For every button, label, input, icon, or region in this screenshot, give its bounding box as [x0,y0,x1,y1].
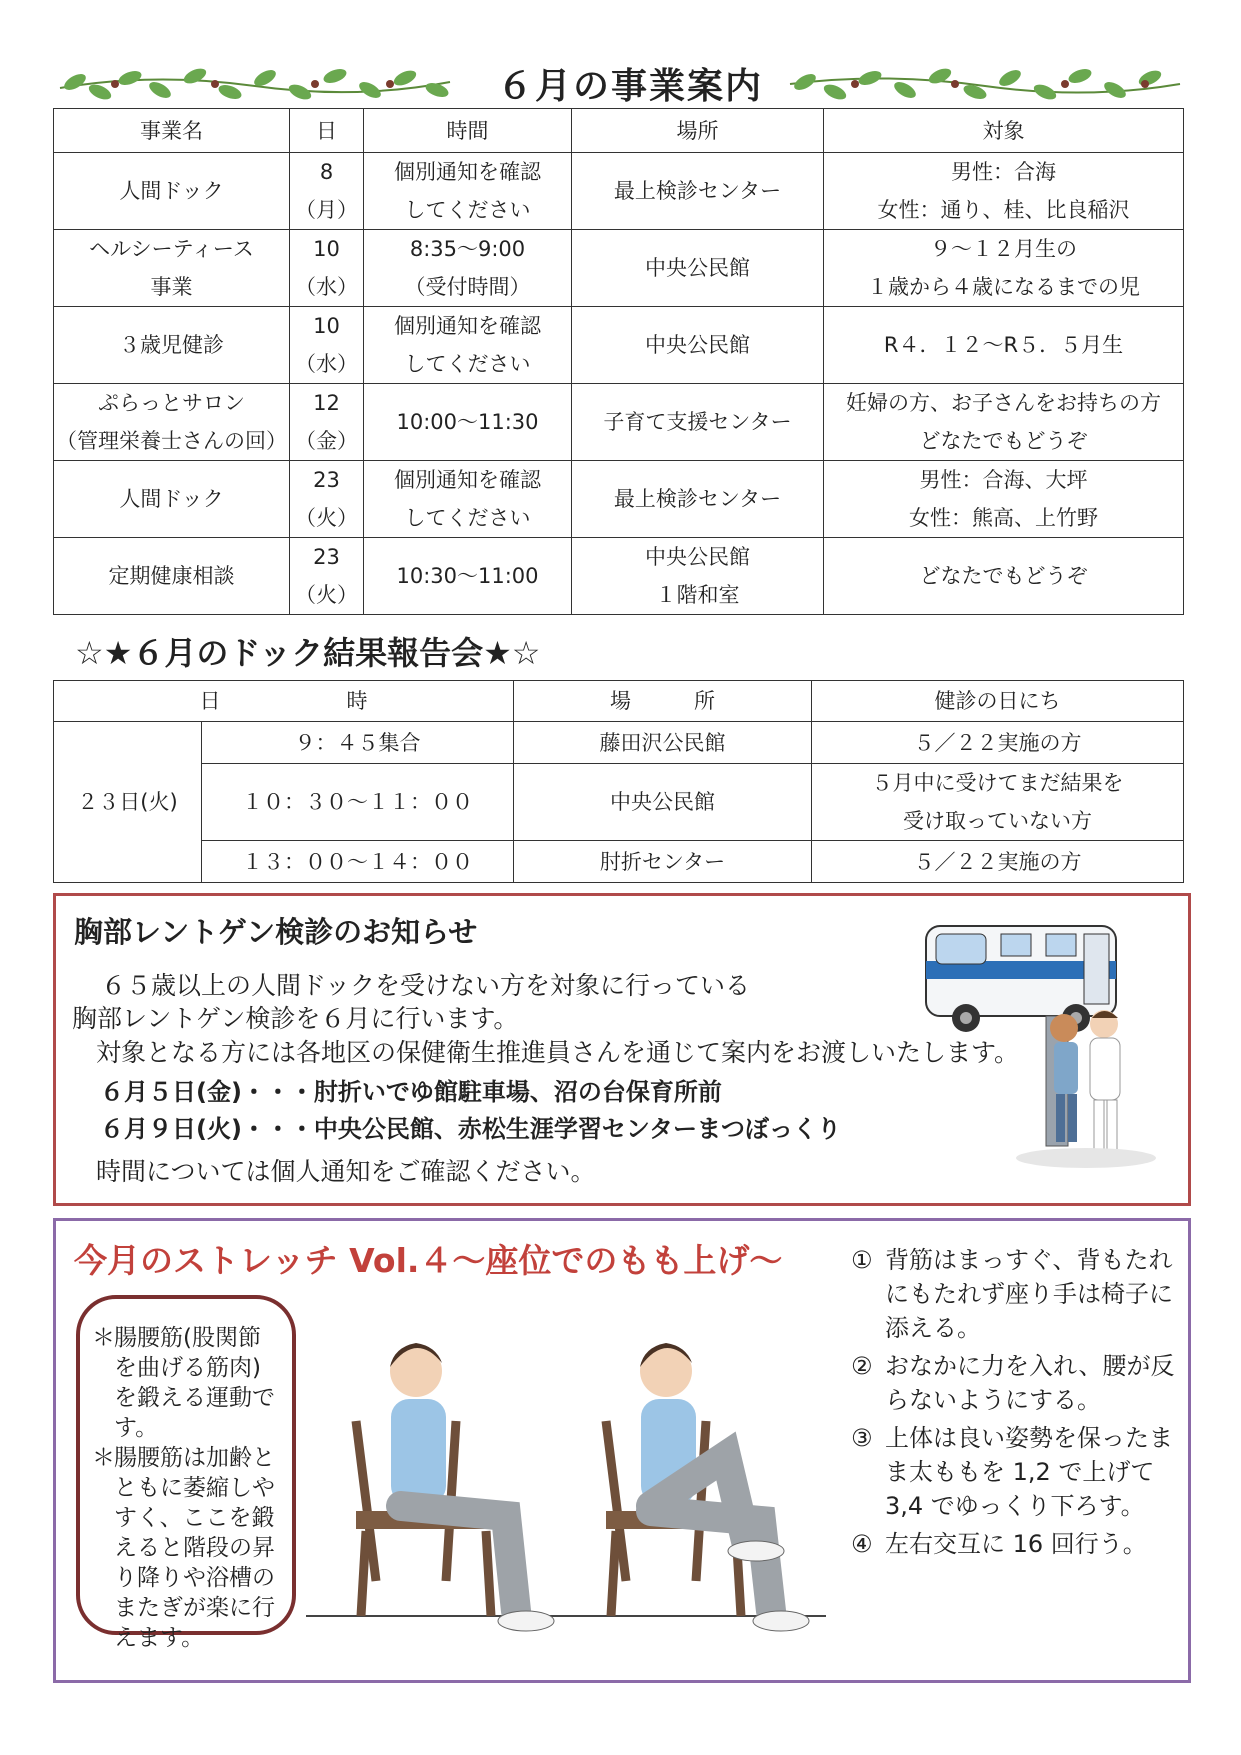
cell-date-line: （金） [295,429,358,453]
report-table [53,680,1184,883]
cell-target [824,153,1184,230]
step-item [851,1349,1175,1417]
cell-date-line: 10 [313,237,340,261]
report-time: ９：４５集合 [202,722,514,764]
step-text: おなかに力を入れ、腰が反らないようにする。 [885,1352,1175,1414]
xray-line-3: 対象となる方には各地区の保健衛生推進員さんを通じて案内をお渡しいたします。 [96,1038,1020,1067]
cell-place-line: 中央公民館 [645,545,750,569]
cell-place [572,461,824,538]
xray-line-6: 時間については個人通知をご確認ください。 [96,1157,596,1186]
cell-date [290,153,364,230]
note-star: ＊ [92,1325,115,1351]
table-row [54,153,1184,230]
cell-date-line: （火） [295,506,358,530]
stretch-notes [76,1295,296,1651]
header-name: 事業名 [54,109,290,153]
cell-place-line: 子育て支援センター [603,410,792,434]
cell-time-line: 10:30～11:00 [396,564,539,588]
header-checkup-date: 健診の日にち [812,681,1184,722]
table-row [54,841,1184,883]
cell-place-line: 最上検診センター [613,487,782,511]
cell-date [290,307,364,384]
cell-time [364,384,572,461]
cell-target-line: １歳から４歳になるまでの児 [867,275,1140,299]
report-place: 肘折センター [514,841,812,883]
cell-time-line: してください [404,352,531,376]
cell-name-line: 人間ドック [119,487,224,511]
cell-name-line: 定期健康相談 [108,564,235,588]
cell-name [54,461,290,538]
report-time: １３：００～１４：００ [202,841,514,883]
table-row [54,538,1184,615]
cell-target-line: 女性：通り、桂、比良稲沢 [877,198,1130,222]
cell-time-line: 8:35～9:00 [409,237,526,261]
step-text: 背筋はまっすぐ、背もたれにもたれず座り手は椅子に添える。 [885,1246,1173,1342]
cell-date-line: 23 [313,468,340,492]
cell-date-line: 12 [313,391,340,415]
cell-name-line: ヘルシーティース [89,237,254,261]
cell-target [824,538,1184,615]
table-row [54,461,1184,538]
table-row [54,384,1184,461]
cell-time [364,230,572,307]
report-date: ５／２２実施の方 [812,841,1184,883]
header-datetime: 日 時 [54,681,514,722]
cell-target [824,384,1184,461]
cell-name [54,307,290,384]
header-time: 時間 [364,109,572,153]
cell-place-line: 中央公民館 [645,333,750,357]
report-place: 藤田沢公民館 [514,722,812,764]
stretch-illustration [306,1281,826,1671]
cell-target-line: 男性：合海、大坪 [919,468,1088,492]
vine-right-decoration [785,60,1185,106]
header-place: 場所 [572,109,824,153]
xray-line-4: ６月５日(金)・・・肘折いでゆ館駐車場、沼の台保育所前 [100,1078,722,1106]
cell-date-line: （水） [295,352,358,376]
step-number: ② [851,1352,873,1380]
cell-time [364,307,572,384]
report-day: ２３日(火) [54,722,202,883]
step-number: ① [851,1246,873,1274]
page-title: ６月の事業案内 [496,66,763,107]
cell-time [364,153,572,230]
cell-place [572,307,824,384]
cell-place-line: １階和室 [655,583,740,607]
header-target: 対象 [824,109,1184,153]
header-place: 場 所 [514,681,812,722]
table-row [54,307,1184,384]
cell-date-line: （火） [295,583,358,607]
report-place: 中央公民館 [514,764,812,841]
report-title: ☆★６月のドック結果報告会★☆ [75,634,541,672]
cell-name [54,230,290,307]
cell-target-line: ９～１２月生の [930,237,1077,261]
cell-target [824,230,1184,307]
cell-date [290,538,364,615]
cell-time-line: 個別通知を確認 [394,468,541,492]
cell-date-line: 23 [313,545,340,569]
step-item [851,1421,1175,1523]
cell-target [824,307,1184,384]
cell-date-line: （水） [295,275,358,299]
schedule-table [53,108,1184,615]
cell-target-line: 女性：熊高、上竹野 [909,506,1098,530]
step-item [851,1243,1175,1345]
xray-notice-box [53,893,1191,1206]
cell-date-line: 10 [313,314,340,338]
cell-time [364,538,572,615]
cell-time-line: 10:00～11:30 [396,410,539,434]
cell-target [824,461,1184,538]
cell-date-line: 8 [319,160,334,184]
cell-date [290,384,364,461]
cell-place [572,153,824,230]
note-text: 腸腰筋は加齢とともに萎縮しやすく、ここを鍛えると階段の昇り降りや浴槽のまたぎが楽に行えます。 [114,1445,275,1651]
table-row [54,722,1184,764]
bus-icon [926,926,1116,1032]
cell-time-line: 個別通知を確認 [394,314,541,338]
cell-name-line: 人間ドック [119,179,224,203]
cell-time-line: 個別通知を確認 [394,160,541,184]
note-text: 腸腰筋(股関節を曲げる筋肉)を鍛える運動です。 [114,1325,275,1441]
note-item [92,1443,282,1653]
cell-place-line: 最上検診センター [613,179,782,203]
note-star: ＊ [92,1445,115,1471]
cell-target-line: どなたでもどうぞ [919,564,1088,588]
table-row [54,764,1184,841]
cell-target-line: R４．１２～R５．５月生 [883,333,1124,357]
cell-target-line: 男性：合海 [951,160,1056,184]
report-time: １０：３０～１１：００ [202,764,514,841]
step-item [851,1527,1175,1561]
cell-name-line: 事業 [150,275,193,299]
cell-name-line: （管理栄養士さんの回） [56,429,287,453]
doctor-patient-icon [1016,1010,1156,1168]
cell-target-line: 妊婦の方、お子さんをお持ちの方 [846,391,1161,415]
cell-place [572,538,824,615]
cell-place [572,230,824,307]
header-date: 日 [290,109,364,153]
report-date [812,764,1184,841]
cell-time-line: （受付時間） [404,275,531,299]
table-row [54,230,1184,307]
cell-date [290,461,364,538]
cell-name-line: ぷらっとサロン [98,391,245,415]
cell-date [290,230,364,307]
seated-person-icon [356,1343,554,1631]
xray-line-1: ６５歳以上の人間ドックを受けない方を対象に行っている [101,971,751,1000]
cell-name [54,153,290,230]
cell-place-line: 中央公民館 [645,256,750,280]
cell-place [572,384,824,461]
xray-line-2: 胸部レントゲン検診を６月に行います。 [72,1004,519,1033]
cell-name [54,538,290,615]
stretch-box [53,1218,1191,1683]
note-item [92,1323,282,1443]
cell-time-line: してください [404,198,531,222]
step-text: 左右交互に 16 回行う。 [885,1530,1147,1558]
report-date-line: ５月中に受けてまだ結果を [871,771,1124,795]
cell-time-line: してください [404,506,531,530]
stretch-steps [851,1243,1175,1565]
table-header-row [54,109,1184,153]
cell-date-line: （月） [295,198,358,222]
vine-left-decoration [55,60,455,106]
step-number: ③ [851,1424,873,1452]
report-date: ５／２２実施の方 [812,722,1184,764]
table-header-row [54,681,1184,722]
cell-time [364,461,572,538]
xray-line-5: ６月９日(火)・・・中央公民館、赤松生涯学習センターまつぼっくり [100,1115,841,1143]
stretch-title: 今月のストレッチ Vol.４～座位でのもも上げ～ [74,1241,783,1280]
leg-raise-person-icon [606,1343,809,1631]
report-date-line: 受け取っていない方 [903,809,1092,833]
xray-title: 胸部レントゲン検診のお知らせ [74,915,478,949]
cell-name-line: ３歳児健診 [119,333,224,357]
step-text: 上体は良い姿勢を保ったまま太ももを 1,2 で上げて 3,4 でゆっくり下ろす。 [885,1424,1173,1520]
step-number: ④ [851,1530,873,1558]
xray-bus-illustration [906,906,1176,1196]
cell-target-line: どなたでもどうぞ [919,429,1088,453]
cell-name [54,384,290,461]
